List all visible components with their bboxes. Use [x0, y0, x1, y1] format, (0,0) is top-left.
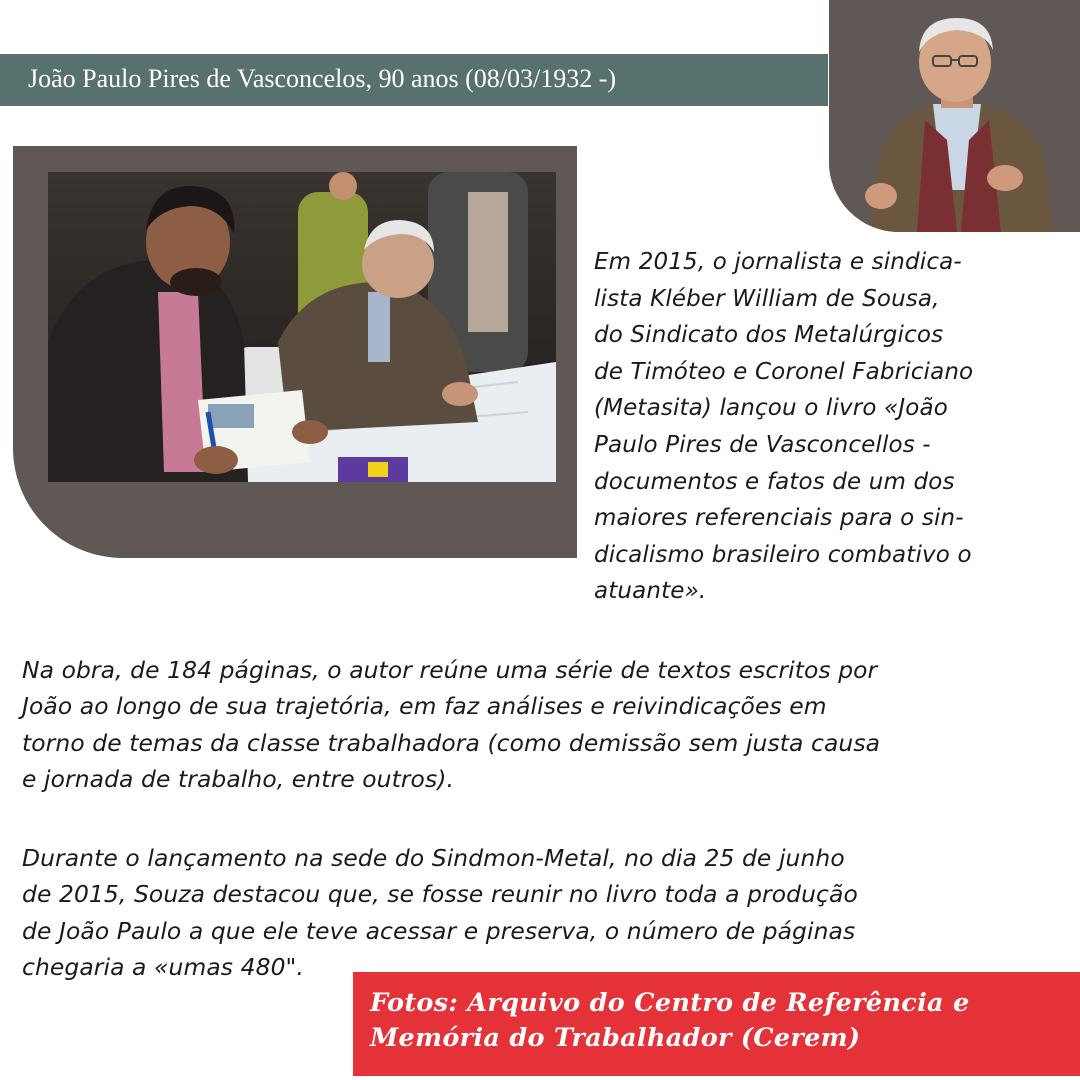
- book-launch-illustration: [48, 172, 556, 482]
- intro-line: maiores referenciais para o sin-: [594, 505, 964, 532]
- paragraph-line: Na obra, de 184 páginas, o autor reúne uma série de textos escritos por: [22, 656, 878, 684]
- credit-line: Memória do Trabalhador (Cerem): [370, 1023, 861, 1053]
- intro-line: Paulo Pires de Vasconcellos -: [594, 431, 931, 458]
- intro-line: Em 2015, o jornalista e sindica-: [594, 249, 962, 275]
- paragraph-launch-event: [22, 840, 1072, 986]
- paragraph-line: torno de temas da classe trabalhadora (como demissão sem justa causa: [22, 728, 881, 757]
- intro-text: [594, 244, 1074, 610]
- paragraph-line: chegaria a «umas 480".: [22, 953, 304, 982]
- credit-line: Fotos: Arquivo do Centro de Referência e: [370, 988, 970, 1018]
- paragraph-line: Durante o lançamento na sede do Sindmon-Metal, no dia 25 de junho: [22, 844, 845, 872]
- portrait-illustration: [829, 0, 1080, 232]
- intro-line: dicalismo brasileiro combativo o: [594, 541, 972, 568]
- page-title: João Paulo Pires de Vasconcelos, 90 anos (08/03/1932 -): [28, 64, 617, 93]
- book-launch-photo: [48, 172, 556, 482]
- intro-line: lista Kléber William de Sousa,: [594, 285, 940, 312]
- paragraph-line: de João Paulo a que ele teve acessar e preserva, o número de páginas: [22, 916, 856, 945]
- intro-line: de Timóteo e Coronel Fabriciano: [594, 358, 974, 385]
- paragraph-line: e jornada de trabalho, entre outros).: [22, 765, 455, 794]
- intro-line: (Metasita) lançou o livro «João: [594, 395, 948, 422]
- portrait-photo: [829, 0, 1080, 232]
- intro-line: atuante».: [594, 578, 707, 605]
- intro-line: do Sindicato dos Metalúrgicos: [594, 322, 944, 349]
- paragraph-line: de 2015, Souza destacou que, se fosse reunir no livro toda a produção: [22, 880, 858, 909]
- paragraph-book-description: [22, 652, 1072, 798]
- photo-credit: [370, 986, 970, 1056]
- paragraph-line: João ao longo de sua trajetória, em faz análises e reivindicações em: [22, 692, 827, 721]
- intro-line: documentos e fatos de um dos: [594, 468, 955, 495]
